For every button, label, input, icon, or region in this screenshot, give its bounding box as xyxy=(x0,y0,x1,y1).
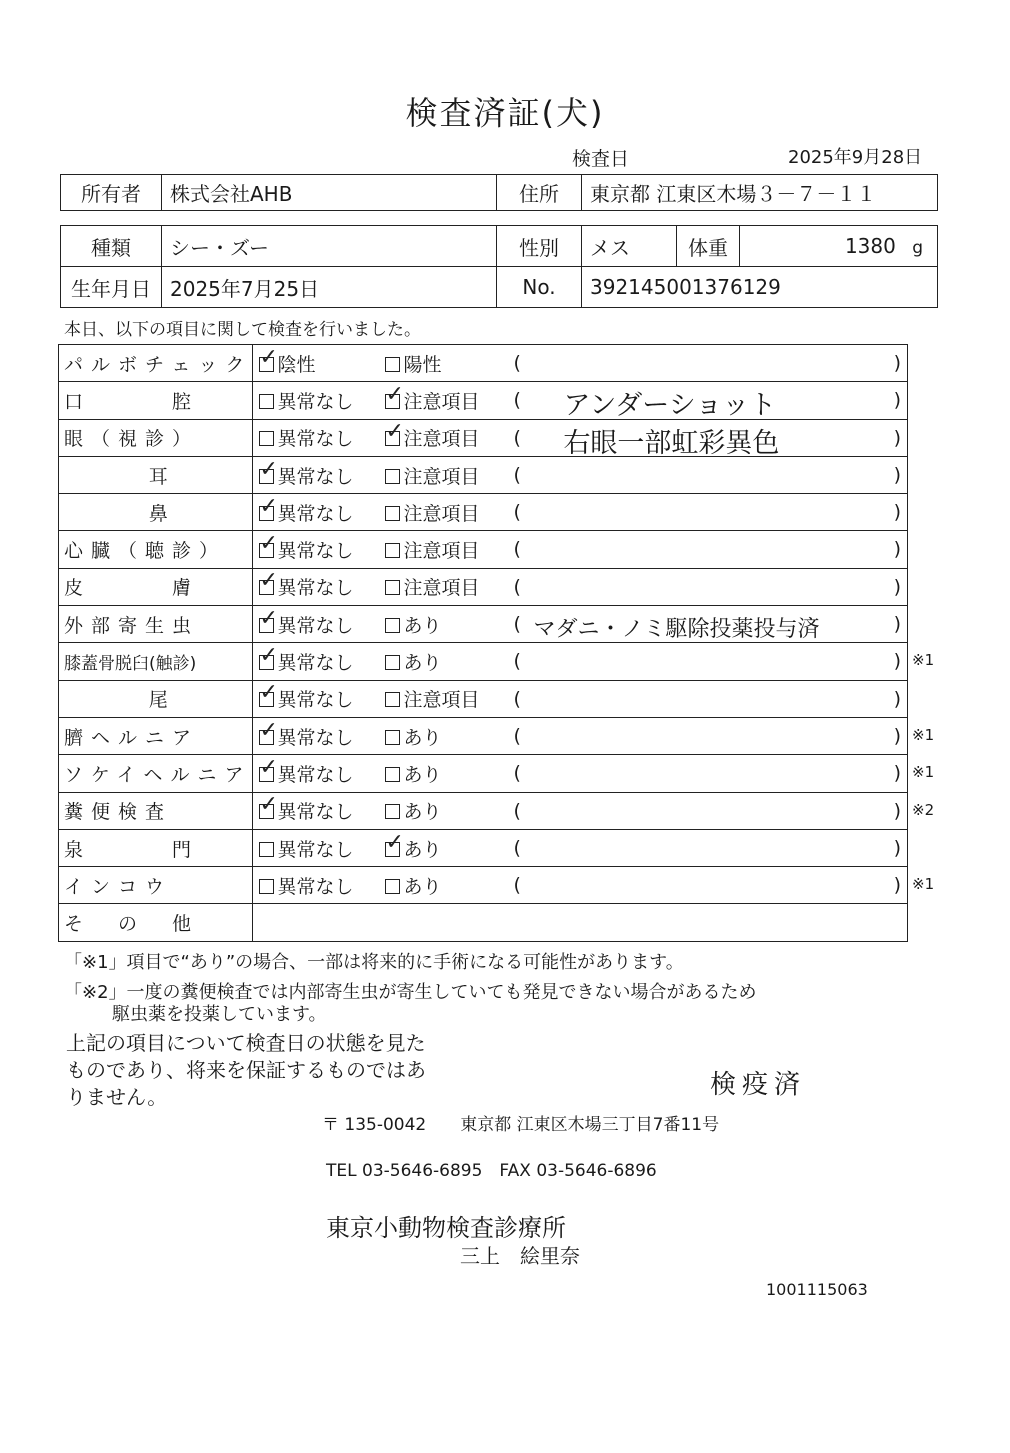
clinic-name: 東京小動物検査診療所 xyxy=(326,1214,566,1242)
inspection-row xyxy=(59,568,908,605)
paren-open: ( xyxy=(513,389,521,412)
checkbox xyxy=(385,730,400,745)
option-cell xyxy=(385,531,513,568)
inspection-row xyxy=(59,643,908,680)
option-cell xyxy=(385,755,513,792)
paren-open: ( xyxy=(513,799,521,822)
paren-open: ( xyxy=(513,687,521,710)
option-cell xyxy=(385,456,513,493)
option-label: 異常なし xyxy=(277,801,354,824)
paren-open: ( xyxy=(513,724,521,747)
number-label: No. xyxy=(497,267,582,308)
option-cell xyxy=(385,606,513,643)
option-label: 異常なし xyxy=(277,540,354,563)
item-name: 糞便検査 xyxy=(59,792,253,829)
paren-close: ) xyxy=(893,836,901,859)
option-cell xyxy=(253,606,386,643)
option-cell xyxy=(253,680,386,717)
weight-cell xyxy=(740,226,938,267)
item-name: 鼻 xyxy=(59,494,253,531)
option-label: あり xyxy=(403,763,442,786)
option-label: 陰性 xyxy=(277,353,316,376)
inspection-row-other xyxy=(59,904,908,941)
checked-checkbox xyxy=(385,842,400,857)
checked-checkbox xyxy=(259,580,274,595)
item-name: そ の 他 xyxy=(59,904,253,941)
checkbox xyxy=(385,655,400,670)
option-cell xyxy=(253,643,386,680)
paren-open: ( xyxy=(513,352,521,374)
inspection-date: 2025年9月28日 xyxy=(788,147,923,168)
footnote-mark: ※2 xyxy=(912,800,935,819)
breed-value: シー・ズー xyxy=(162,226,497,267)
footnote-mark: ※1 xyxy=(912,651,935,670)
note-cell xyxy=(513,867,907,904)
option-label: 注意項目 xyxy=(403,577,480,600)
note-cell xyxy=(513,829,907,866)
checked-checkbox xyxy=(259,506,274,521)
paren-close: ) xyxy=(893,426,901,449)
declaration: 上記の項目について検査日の状態を見たものであり、将来を保証するものではありません。 xyxy=(66,1031,426,1109)
paren-open: ( xyxy=(513,575,521,598)
inspection-row xyxy=(59,792,908,829)
checked-checkbox xyxy=(259,804,274,819)
clinic-phone: TEL 03-5646-6895 FAX 03-5646-6896 xyxy=(326,1161,657,1181)
paren-close: ) xyxy=(893,575,901,598)
note-cell xyxy=(513,456,907,493)
checkbox xyxy=(385,469,400,484)
checkbox xyxy=(259,879,274,894)
option-label: 異常なし xyxy=(277,502,354,525)
item-name: ソケイヘルニア xyxy=(59,755,253,792)
option-cell xyxy=(253,867,386,904)
footnote-2-cont: 駆虫薬を投薬しています。 xyxy=(112,1004,327,1025)
option-label: あり xyxy=(403,726,442,749)
checkbox xyxy=(385,618,400,633)
inspection-row xyxy=(59,382,908,419)
item-name: 皮 膚 xyxy=(59,568,253,605)
note-cell xyxy=(513,494,907,531)
option-cell xyxy=(253,792,386,829)
inspection-row xyxy=(59,345,908,382)
inspection-row xyxy=(59,456,908,493)
inspection-row xyxy=(59,867,908,904)
option-cell xyxy=(385,680,513,717)
checkbox xyxy=(385,357,400,372)
paren-open: ( xyxy=(513,463,521,486)
checked-checkbox xyxy=(259,543,274,558)
note-cell xyxy=(513,755,907,792)
owner-table xyxy=(60,174,938,211)
footnote-mark: ※1 xyxy=(912,875,935,894)
birth-value: 2025年7月25日 xyxy=(162,267,497,308)
other-notes xyxy=(253,904,908,941)
intro-text: 本日、以下の項目に関して検査を行いました。 xyxy=(64,320,421,340)
note-text: アンダーショット xyxy=(563,390,777,422)
sex-label: 性別 xyxy=(497,226,582,267)
option-cell xyxy=(253,755,386,792)
checkbox xyxy=(385,692,400,707)
note-cell xyxy=(513,345,907,382)
checked-checkbox xyxy=(259,730,274,745)
option-cell xyxy=(253,419,386,456)
option-cell xyxy=(385,419,513,456)
option-cell xyxy=(253,531,386,568)
stamp-quarantine: 検疫済 xyxy=(710,1070,807,1100)
paren-open: ( xyxy=(513,874,521,897)
footnote-mark: ※1 xyxy=(912,726,935,744)
inspection-row xyxy=(59,829,908,866)
paren-open: ( xyxy=(513,426,521,449)
inspection-row xyxy=(59,419,908,456)
checkbox xyxy=(385,580,400,595)
option-label: 注意項目 xyxy=(403,540,480,563)
address-label: 住所 xyxy=(497,175,582,211)
paren-close: ) xyxy=(893,538,901,561)
note-cell xyxy=(513,643,907,680)
item-name: 泉 門 xyxy=(59,829,253,866)
page-title: 検査済証(犬) xyxy=(405,94,605,132)
checked-checkbox xyxy=(259,655,274,670)
option-cell xyxy=(253,717,386,754)
weight-unit: g xyxy=(912,238,923,258)
option-label: あり xyxy=(403,875,442,898)
pet-info-table xyxy=(60,225,938,308)
item-name: 口 腔 xyxy=(59,382,253,419)
footnote-1: 「※1」項目で“あり”の場合、一部は将来的に手術になる可能性があります。 xyxy=(64,952,684,973)
birth-label: 生年月日 xyxy=(61,267,162,308)
option-cell xyxy=(385,345,513,382)
option-label: あり xyxy=(403,801,442,824)
inspection-table xyxy=(58,344,908,942)
checked-checkbox xyxy=(259,469,274,484)
option-cell xyxy=(385,792,513,829)
option-label: 異常なし xyxy=(277,652,354,675)
option-label: 注意項目 xyxy=(403,465,480,488)
checkbox xyxy=(385,804,400,819)
paren-close: ) xyxy=(893,613,901,636)
note-cell xyxy=(513,606,907,643)
option-label: 異常なし xyxy=(277,838,354,861)
owner-value: 株式会社AHB xyxy=(162,175,497,211)
option-cell xyxy=(385,568,513,605)
note-cell xyxy=(513,531,907,568)
serial-number: 1001115063 xyxy=(766,1280,868,1299)
option-label: あり xyxy=(403,838,442,861)
option-label: 異常なし xyxy=(277,577,354,600)
checkbox xyxy=(259,394,274,409)
option-cell xyxy=(385,829,513,866)
option-cell xyxy=(385,382,513,419)
inspection-row xyxy=(59,494,908,531)
option-cell xyxy=(253,345,386,382)
note-cell xyxy=(513,382,907,422)
note-cell xyxy=(513,568,907,605)
paren-close: ) xyxy=(893,799,901,822)
inspection-row xyxy=(59,717,908,754)
sex-value: メス xyxy=(582,226,677,267)
note-text: マダニ・ノミ駆除投薬投与済 xyxy=(533,617,820,643)
option-label: 異常なし xyxy=(277,614,354,637)
checkbox xyxy=(259,431,274,446)
checkbox xyxy=(385,767,400,782)
option-label: 異常なし xyxy=(277,763,354,786)
paren-close: ) xyxy=(893,463,901,486)
checked-checkbox xyxy=(259,692,274,707)
option-label: 異常なし xyxy=(277,465,354,488)
option-label: 注意項目 xyxy=(403,390,480,413)
option-label: 注意項目 xyxy=(403,428,480,451)
paren-close: ) xyxy=(893,874,901,897)
paren-close: ) xyxy=(893,352,901,374)
item-name: 外部寄生虫 xyxy=(59,606,253,643)
checked-checkbox xyxy=(259,618,274,633)
clinic-address: 〒 135-0042 東京都 江東区木場三丁目7番11号 xyxy=(322,1115,720,1135)
option-label: 注意項目 xyxy=(403,502,480,525)
checked-checkbox xyxy=(385,431,400,446)
owner-label: 所有者 xyxy=(61,175,162,211)
paren-close: ) xyxy=(893,389,901,412)
paren-open: ( xyxy=(513,538,521,561)
item-name: 心臓（聴診） xyxy=(59,531,253,568)
checkbox xyxy=(385,879,400,894)
address-value: 東京都 江東区木場３－７－１１ xyxy=(582,175,938,211)
option-label: 注意項目 xyxy=(403,689,480,712)
option-label: 異常なし xyxy=(277,390,354,413)
paren-close: ) xyxy=(893,687,901,710)
item-name: インコウ xyxy=(59,867,253,904)
inspection-row xyxy=(59,680,908,717)
inspection-row xyxy=(59,755,908,792)
item-name: 眼（視診） xyxy=(59,419,253,456)
paren-open: ( xyxy=(513,650,521,673)
option-cell xyxy=(253,494,386,531)
item-name: パルボチェック xyxy=(59,345,253,382)
option-label: 陽性 xyxy=(403,353,442,376)
option-cell xyxy=(385,717,513,754)
option-cell xyxy=(385,494,513,531)
note-cell xyxy=(513,419,907,459)
item-name: 膝蓋骨脱臼(触診) xyxy=(59,643,253,680)
breed-label: 種類 xyxy=(61,226,162,267)
item-name: 耳 xyxy=(59,456,253,493)
paren-open: ( xyxy=(513,762,521,785)
vet-name: 三上 絵里奈 xyxy=(460,1244,580,1268)
checkbox xyxy=(385,506,400,521)
weight-label: 体重 xyxy=(677,226,740,267)
option-cell xyxy=(385,643,513,680)
option-cell xyxy=(253,829,386,866)
option-label: 異常なし xyxy=(277,875,354,898)
option-cell xyxy=(385,867,513,904)
note-cell xyxy=(513,680,907,717)
inspection-row xyxy=(59,606,908,643)
option-cell xyxy=(253,568,386,605)
option-cell xyxy=(253,456,386,493)
footnote-mark: ※1 xyxy=(912,763,935,782)
checked-checkbox xyxy=(259,357,274,372)
checkbox xyxy=(385,543,400,558)
option-label: 異常なし xyxy=(277,428,354,451)
checked-checkbox xyxy=(385,394,400,409)
note-cell xyxy=(513,717,907,754)
option-label: あり xyxy=(403,652,442,675)
paren-close: ) xyxy=(893,501,901,524)
paren-close: ) xyxy=(893,762,901,785)
paren-open: ( xyxy=(513,613,521,636)
option-label: 異常なし xyxy=(277,689,354,712)
footnote-2: 「※2」一度の糞便検査では内部寄生虫が寄生していても発見できない場合があるため xyxy=(64,982,757,1003)
inspection-date-label: 検査日 xyxy=(572,148,630,170)
option-cell xyxy=(253,382,386,419)
item-name: 尾 xyxy=(59,680,253,717)
paren-close: ) xyxy=(893,650,901,673)
paren-close: ) xyxy=(893,724,901,747)
inspection-row xyxy=(59,531,908,568)
note-cell xyxy=(513,792,907,829)
paren-open: ( xyxy=(513,501,521,524)
note-text: 右眼一部虹彩異色 xyxy=(563,427,780,459)
checkbox xyxy=(259,842,274,857)
weight-value: 1380 xyxy=(844,234,896,258)
option-label: 異常なし xyxy=(277,726,354,749)
paren-open: ( xyxy=(513,836,521,859)
option-label: あり xyxy=(403,614,442,637)
checked-checkbox xyxy=(259,767,274,782)
number-value: 392145001376129 xyxy=(582,267,938,308)
item-name: 臍ヘルニア xyxy=(59,717,253,754)
